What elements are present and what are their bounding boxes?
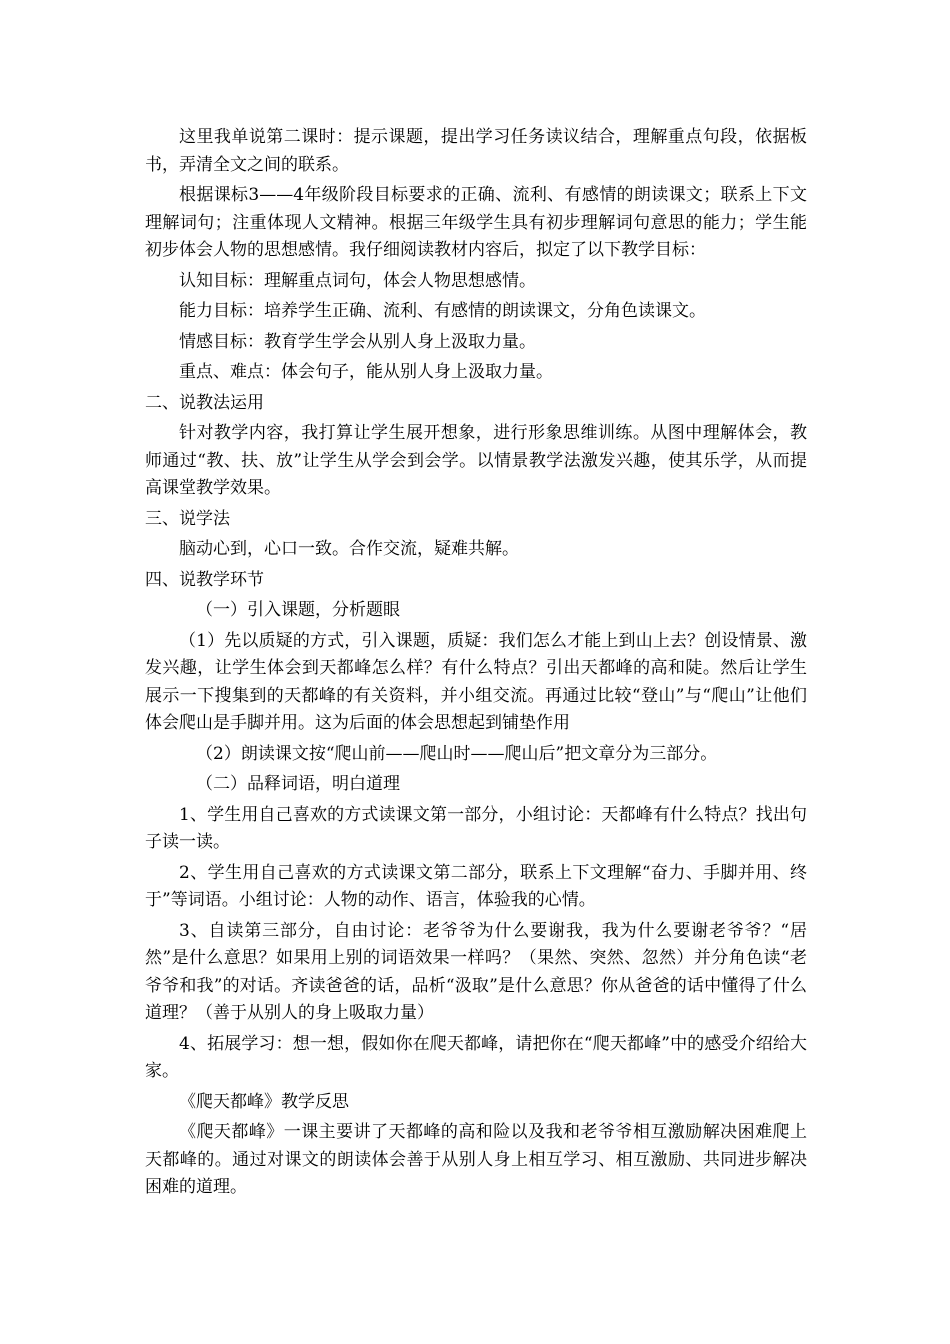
paragraph-intro: 这里我单说第二课时：提示课题，提出学习任务读议结合，理解重点句段，依据板书，弄清全文之间的联系。 bbox=[145, 127, 807, 175]
paragraph-cognitive-goal: 认知目标：理解重点词句，体会人物思想感情。 bbox=[179, 270, 536, 291]
paragraph-activity-4: 4、拓展学习：想一想，假如你在爬天都峰，请把你在“爬天都峰”中的感受介绍给大家。 bbox=[145, 1033, 807, 1081]
section-heading-teaching-steps: 四、说教学环节 bbox=[145, 569, 264, 590]
paragraph-step-1: （1）先以质疑的方式，引入课题，质疑：我们怎么才能上到山上去？创设情景、激发兴趣，让学生体会到天都峰怎么样？有什么特点？引出天都峰的高和陡。然后让学生展示一下搜集到的天都峰的有关资料，并小组交流。再通过比较“登山”与“爬山”让他们体会爬山是手脚并用。这为后面的体会思想起到铺垫作用 bbox=[145, 630, 807, 733]
subheading-word-analysis: （二）品释词语，明白道理 bbox=[196, 774, 400, 794]
paragraph-curriculum-standard: 根据课标3——4年级阶段目标要求的正确、流利、有感情的朗读课文；联系上下文理解词句；注重体现人文精神。根据三年级学生具有初步理解词句意思的能力；学生能初步体会人物的思想感情。我仔细阅读教材内容后，拟定了以下教学目标： bbox=[145, 185, 807, 260]
paragraph-emotion-goal: 情感目标：教育学生学会从别人身上汲取力量。 bbox=[179, 331, 536, 352]
section-heading-teaching-method: 二、说教法运用 bbox=[145, 392, 264, 413]
document-body bbox=[145, 124, 807, 1205]
paragraph-learning-method: 脑动心到，心口一致。合作交流，疑难共解。 bbox=[179, 539, 519, 559]
subheading-introduce-topic: （一）引入课题，分析题眼 bbox=[196, 600, 400, 620]
paragraph-activity-2: 2、学生用自己喜欢的方式读课文第二部分，联系上下文理解“奋力、手脚并用、终于”等词语。小组讨论：人物的动作、语言，体验我的心情。 bbox=[145, 862, 807, 910]
paragraph-ability-goal: 能力目标：培养学生正确、流利、有感情的朗读课文，分角色读课文。 bbox=[179, 301, 706, 321]
paragraph-teaching-method: 针对教学内容，我打算让学生展开想象，进行形象思维训练。从图中理解体会，教师通过“教、扶、放”让学生从学会到会学。以情景教学法激发兴趣，使其乐学，从而提高课堂教学效果。 bbox=[145, 423, 807, 498]
paragraph-reflection: 《爬天都峰》一课主要讲了天都峰的高和险以及我和老爷爷相互激励解决困难爬上天都峰的。通过对课文的朗读体会善于从别人身上相互学习、相互激励、共同进步解决困难的道理。 bbox=[145, 1122, 807, 1197]
paragraph-key-points: 重点、难点：体会句子，能从别人身上汲取力量。 bbox=[179, 362, 553, 382]
reflection-title: 《爬天都峰》教学反思 bbox=[179, 1091, 349, 1112]
section-heading-learning-method: 三、说学法 bbox=[145, 508, 230, 529]
paragraph-activity-1: 1、学生用自己喜欢的方式读课文第一部分，小组讨论：天都峰有什么特点？找出句子读一读。 bbox=[145, 804, 807, 852]
paragraph-step-2: （2）朗读课文按“爬山前——爬山时——爬山后”把文章分为三部分。 bbox=[196, 743, 718, 764]
paragraph-activity-3: 3、自读第三部分，自由讨论：老爷爷为什么要谢我，我为什么要谢老爷爷？“居然”是什么意思？如果用上别的词语效果一样吗？（果然、突然、忽然）并分角色读“老爷爷和我”的对话。齐读爸爸的话，品析“汲取”是什么意思？你从爸爸的话中懂得了什么道理？（善于从别人的身上吸取力量） bbox=[145, 920, 807, 1023]
